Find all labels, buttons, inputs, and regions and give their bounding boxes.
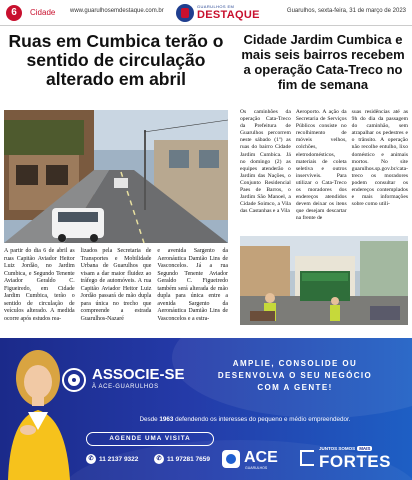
whatsapp-number-text: 11 97281 7659 [167, 456, 211, 463]
phone-list [86, 452, 216, 468]
article1-column: e avenida Sargento da Aeronáutica Damião Lins de Vasconcelos. Já a rua Segundo Tenente Aviador Geraldo C. Figueiredo também será alterada de mão dupla para única entre a avenida Sargento da Aeronáutica Damião Lins de Vasconcelos e a estra- [157, 248, 229, 322]
article2-body [240, 109, 408, 239]
ace-emblem-icon [62, 368, 86, 392]
article1-column: A partir do dia 6 de abril as ruas Capitão Aviador Heitor Luiz Jordão, no Jardim Cumbica, e Segundo Tenente Aviador Geraldo C. Figueiredo, em Cidade Jardim Cumbica, terão o sentido de circulação de veículos alterado. A medida ocorre após estudos rea- [4, 248, 75, 322]
ace-logo-subtext: GUARULHOS [245, 466, 268, 470]
juntos-somos-mais-fortes-logo [300, 444, 408, 474]
dateline: Guarulhos, sexta-feira, 31 de março de 2023 [286, 8, 406, 14]
article1-column: lizados pela Secretaria de Transportes e Mobilidade Urbana de Guarulhos que visam a dar maior fluidez ao tráfego de automóveis. A rua Capitão Aviador Heitor Luiz Jordão passará de mão dupla para única no trecho que compreende a estrada Guarulhos-Nazaré [80, 248, 152, 322]
article2-column: suas residências até as 9h do dia da passagem do caminhão, sem atrapalhar os pedestres e o trânsito. A operação não recolhe entulho, lixo doméstico e animais mortos. No site guarulhos.sp.gov.br/cata-treco os moradores podem consultar os endereços contemplados e mais informações sobre como utili- [351, 109, 408, 208]
fortes-top-text: JUNTOS SOMOS MAIS [319, 446, 371, 451]
article2-column: Aeroporto. A ação da Secretaria de Serviços Públicos consiste no recolhimento de móveis velhos, colchões, eletrodomésticos, materiais de coleta seletiva e outros inservíveis. Para utilizar o Cata-Treco os moradores dos endereços atendidos devem deixar os itens que desejam descartar na frente de [295, 109, 347, 222]
whatsapp-icon: ✆ [154, 454, 164, 464]
phone-number[interactable] [86, 452, 138, 468]
logo-mark-icon [176, 4, 194, 22]
businesswoman-image [2, 338, 72, 480]
article2-column: Os caminhões da operação Cata-Treco da Prefeitura de Guarulhos percorrem neste sábado (1º) as ruas do bairro Cidade Jardim Cumbica. Já no domingo (2) as equipes atenderão o Jardim das Nações, o Conjunto Residencial Paes de Barros, o Jardim São Manoel, a Cidade Soimco, a Vila das Castanhas e a Vila [240, 109, 291, 215]
whatsapp-number[interactable] [154, 452, 210, 468]
since-rest: defendendo os interesses do pequeno e médio empreendedor. [175, 416, 351, 423]
article1-body [4, 248, 228, 326]
fortes-mark-icon [300, 450, 314, 466]
associe-se-title: ASSOCIE-SE [92, 366, 185, 383]
article2-photo [240, 236, 408, 325]
section-label[interactable]: Cidade [30, 8, 56, 17]
street-photo-illustration [4, 110, 228, 243]
fortes-tag: MAIS [359, 446, 371, 451]
since-year: 1963 [159, 416, 174, 423]
associe-se-subtitle: À ACE-GUARULHOS [92, 384, 159, 390]
page-number: 6 [6, 5, 22, 21]
article1-title[interactable]: Ruas em Cumbica terão o sentido de circulação alterado em abril [8, 31, 224, 89]
ace-guarulhos-logo [222, 446, 294, 472]
phone-icon: ✆ [86, 454, 96, 464]
slogan-line: COM A GENTE! [257, 383, 333, 392]
fortes-main-text: FORTES [319, 452, 391, 471]
logo-top-text: GUARULHOS EM [197, 4, 235, 9]
ad-slogan [190, 358, 400, 394]
phone-number-text: 11 2137 9322 [99, 456, 139, 463]
article2-title[interactable]: Cidade Jardim Cumbica e mais seis bairros recebem a operação Cata-Treco no fim de semana [241, 32, 405, 92]
site-url-link[interactable]: www.guarulhosemdestaque.com.br [70, 8, 164, 14]
schedule-visit-button[interactable]: AGENDE UMA VISITA [86, 432, 214, 446]
ace-logo-icon [222, 450, 240, 468]
ace-logo-text: ACE [244, 449, 278, 466]
logo-main-text: DESTAQUE [197, 9, 260, 21]
page-header [0, 0, 412, 26]
article1-photo [4, 110, 228, 243]
slogan-line: AMPLIE, CONSOLIDE OU [232, 359, 358, 368]
ad-since-text [80, 416, 410, 423]
ace-advertisement[interactable] [0, 338, 412, 480]
slogan-line: DESENVOLVA O SEU NEGÓCIO [217, 371, 373, 380]
cata-treco-photo-illustration [240, 236, 408, 325]
since-prefix: Desde [139, 416, 158, 423]
